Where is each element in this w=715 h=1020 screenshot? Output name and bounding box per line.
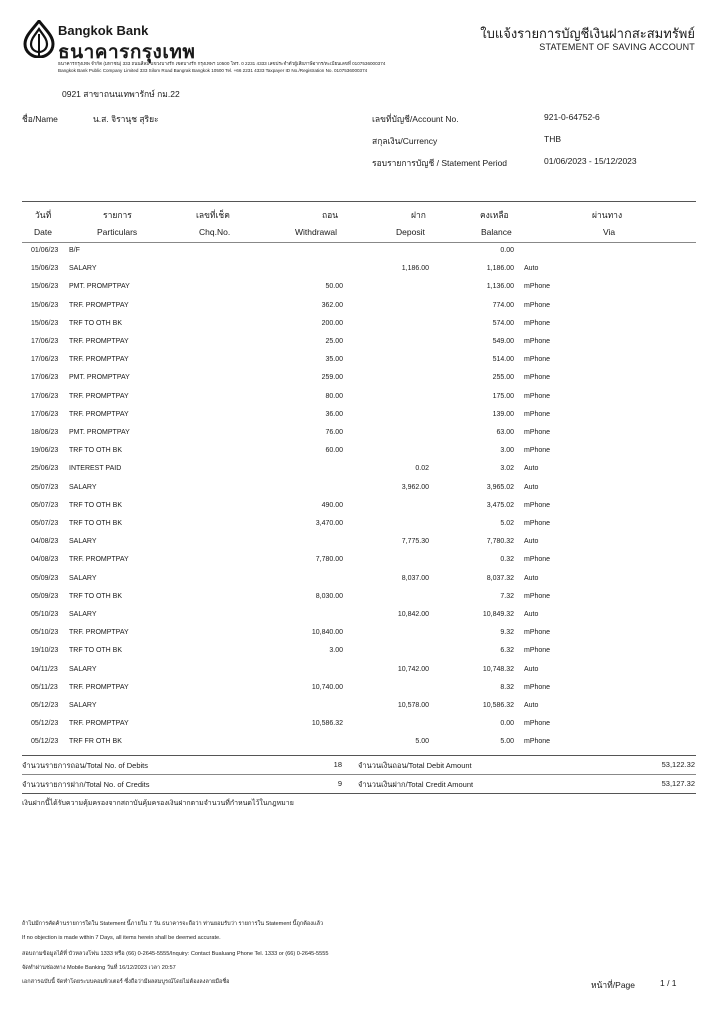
row-deposit: 7,775.30	[401, 538, 429, 546]
bank-name-th: ธนาคารกรุงเทพ	[58, 42, 196, 63]
table-row	[0, 502, 715, 520]
bank-address-th: ธนาคารกรุงเทพ จำกัด (มหาชน) 333 ถนนสีลม แขวงบางรัก เขตบางรัก กรุงเทพฯ 10500 โทร. 0 2231 4333 เลขประจำตัวผู้เสียภาษีอากร/ทะเบียนเลขที่ 0107536000374	[58, 61, 386, 66]
table-row	[0, 520, 715, 538]
row-date: 05/07/23	[31, 483, 59, 491]
row-date: 05/11/23	[31, 683, 58, 691]
row-withdrawal: 60.00	[325, 447, 343, 455]
row-deposit: 1,186.00	[401, 265, 429, 273]
row-via: Auto	[524, 574, 539, 582]
table-header-rule	[22, 242, 696, 243]
table-row	[0, 411, 715, 429]
account-no-label: เลขที่บัญชี/Account No.	[372, 114, 459, 124]
footer-inquiry: สอบถามข้อมูลได้ที่ บัวหลวงโฟน 1333 หรือ (66) 0-2645-5555/Inquiry: Contact Bualuang Phone Tel. 1333 or (66) 0-2645-5555	[22, 951, 329, 957]
row-date: 04/08/23	[31, 556, 59, 564]
row-balance: 5.00	[500, 738, 514, 746]
row-via: mPhone	[524, 429, 551, 436]
total-credit-amount: 53,127.32	[661, 779, 695, 788]
row-via: mPhone	[524, 410, 551, 418]
row-via: mPhone	[524, 319, 551, 327]
bank-address-en: Bangkok Bank Public Company Limited 333 Silom Road Bangrak Bangkok 10500 Tel. +66 2231 4333 Taxpayer ID No./Registration No. 0107536000374	[58, 68, 368, 73]
footer-computer-generated: เอกสารฉบับนี้ จัดทำโดยระบบคอมพิวเตอร์ ซึ่งถือว่ามีผลสมบูรณ์โดยไม่ต้องลงลายมือชื่อ	[22, 979, 230, 985]
table-row	[0, 393, 715, 411]
col-withdrawal-th: ถอน	[322, 210, 339, 220]
table-row	[0, 629, 715, 647]
row-particulars: SALARY	[69, 702, 97, 709]
row-particulars: TRF. PROMPTPAY	[69, 392, 129, 400]
row-withdrawal: 36.00	[325, 410, 343, 418]
table-bottom-rule	[22, 755, 696, 756]
table-row	[0, 575, 715, 593]
table-row	[0, 538, 715, 556]
total-credit-amount-label: จำนวนเงินฝาก/Total Credit Amount	[358, 780, 474, 789]
table-row	[0, 684, 715, 702]
row-via: mPhone	[524, 338, 551, 345]
row-via: mPhone	[524, 556, 551, 564]
row-balance: 774.00	[492, 301, 514, 309]
row-withdrawal: 7,780.00	[315, 556, 343, 564]
row-withdrawal: 8,030.00	[315, 592, 343, 600]
period-label: รอบรายการบัญชี / Statement Period	[372, 158, 508, 168]
col-deposit-en: Deposit	[396, 227, 425, 237]
row-balance: 549.00	[492, 338, 514, 345]
row-particulars: INTEREST PAID	[69, 465, 122, 473]
table-row	[0, 465, 715, 483]
row-balance: 63.00	[496, 429, 514, 436]
table-row	[0, 593, 715, 611]
row-via: mPhone	[524, 374, 551, 382]
row-balance: 255.00	[492, 374, 514, 382]
row-withdrawal: 10,740.00	[311, 683, 343, 691]
row-particulars: TRF. PROMPTPAY	[69, 301, 129, 309]
row-date: 17/06/23	[31, 374, 59, 382]
row-via: mPhone	[524, 520, 551, 527]
row-particulars: PMT. PROMPTPAY	[69, 374, 130, 382]
row-withdrawal: 10,586.32	[311, 720, 343, 728]
statement-title-th: ใบแจ้งรายการบัญชีเงินฝากสะสมทรัพย์	[480, 26, 695, 41]
row-via: mPhone	[524, 647, 551, 655]
row-date: 19/06/23	[31, 447, 59, 455]
row-via: Auto	[524, 702, 539, 709]
deposit-protection-note: เงินฝากนี้ได้รับความคุ้มครองจากสถาบันคุ้มครองเงินฝากตามจำนวนที่กำหนดไว้ในกฎหมาย	[22, 800, 294, 807]
row-particulars: TRF TO OTH BK	[69, 520, 123, 527]
col-withdrawal-en: Withdrawal	[295, 227, 338, 237]
table-row	[0, 374, 715, 392]
row-via: Auto	[524, 538, 539, 546]
row-balance: 514.00	[492, 356, 514, 364]
row-date: 15/06/23	[31, 283, 59, 291]
col-balance-en: Balance	[481, 227, 512, 237]
total-credits-label: จำนวนรายการฝาก/Total No. of Credits	[22, 780, 150, 789]
row-date: 15/06/23	[31, 301, 59, 309]
table-row	[0, 283, 715, 301]
row-balance: 574.00	[492, 319, 514, 327]
table-row	[0, 320, 715, 338]
row-date: 05/09/23	[31, 574, 59, 582]
row-withdrawal: 362.00	[321, 301, 343, 309]
row-balance: 7.32	[500, 592, 514, 600]
row-date: 17/06/23	[31, 338, 59, 345]
row-withdrawal: 35.00	[325, 356, 343, 364]
row-balance: 0.00	[500, 720, 514, 728]
col-particulars-th: รายการ	[103, 210, 132, 220]
row-via: mPhone	[524, 301, 551, 309]
bangkok-bank-logo-icon	[22, 20, 56, 58]
row-particulars: TRF. PROMPTPAY	[69, 720, 129, 728]
row-deposit: 10,578.00	[397, 702, 429, 709]
row-balance: 9.32	[500, 629, 514, 637]
row-particulars: TRF TO OTH BK	[69, 447, 123, 455]
row-withdrawal: 50.00	[325, 283, 343, 291]
period-value: 01/06/2023 - 15/12/2023	[544, 156, 637, 166]
row-via: mPhone	[524, 447, 551, 455]
row-date: 05/07/23	[31, 520, 59, 527]
table-row	[0, 611, 715, 629]
row-withdrawal: 259.00	[321, 374, 343, 382]
row-particulars: TRF. PROMPTPAY	[69, 338, 129, 345]
row-balance: 0.32	[500, 556, 514, 564]
row-withdrawal: 25.00	[325, 338, 343, 345]
row-particulars: TRF. PROMPTPAY	[69, 356, 129, 364]
row-date: 25/06/23	[31, 465, 59, 473]
row-balance: 10,586.32	[482, 702, 514, 709]
row-withdrawal: 490.00	[321, 501, 343, 509]
row-date: 18/06/23	[31, 429, 59, 436]
col-deposit-th: ฝาก	[411, 210, 426, 220]
row-balance: 5.02	[500, 520, 514, 527]
page-label: หน้าที่/Page	[591, 980, 636, 990]
row-via: Auto	[524, 611, 539, 618]
row-balance: 3,475.02	[486, 501, 514, 509]
footer-objection-en: If no objection is made within 7 Days, all items herein shall be deemed accurate.	[22, 935, 221, 941]
row-deposit: 10,842.00	[397, 611, 429, 618]
row-particulars: SALARY	[69, 538, 97, 546]
row-withdrawal: 200.00	[321, 319, 343, 327]
currency-label: สกุลเงิน/Currency	[372, 136, 438, 146]
row-balance: 175.00	[492, 392, 514, 400]
row-balance: 3.02	[500, 465, 514, 473]
currency-value: THB	[544, 134, 561, 144]
col-balance-th: คงเหลือ	[480, 210, 509, 220]
row-balance: 1,136.00	[486, 283, 514, 291]
table-row	[0, 338, 715, 356]
total-debit-amount: 53,122.32	[661, 760, 695, 769]
table-row	[0, 302, 715, 320]
row-balance: 10,849.32	[482, 611, 514, 618]
row-withdrawal: 10,840.00	[311, 629, 343, 637]
summary-mid-rule	[22, 774, 696, 775]
row-balance: 10,748.32	[482, 665, 514, 673]
row-via: Auto	[524, 265, 539, 273]
total-debit-amount-label: จำนวนเงินถอน/Total Debit Amount	[358, 761, 472, 770]
row-withdrawal: 3,470.00	[315, 520, 343, 527]
row-via: mPhone	[524, 738, 551, 746]
table-row	[0, 356, 715, 374]
row-balance: 8.32	[500, 683, 514, 691]
row-balance: 139.00	[492, 410, 514, 418]
table-row	[0, 647, 715, 665]
row-date: 17/06/23	[31, 410, 59, 418]
row-particulars: SALARY	[69, 574, 97, 582]
row-particulars: TRF TO OTH BK	[69, 647, 123, 655]
total-debits-label: จำนวนรายการถอน/Total No. of Debits	[22, 761, 149, 770]
row-particulars: B/F	[69, 247, 80, 254]
col-chq-en: Chq.No.	[199, 227, 231, 237]
table-row	[0, 265, 715, 283]
page-number: 1 / 1	[660, 978, 677, 988]
row-deposit: 8,037.00	[401, 574, 429, 582]
row-via: mPhone	[524, 629, 551, 637]
row-withdrawal: 3.00	[329, 647, 343, 655]
total-credits-count: 9	[337, 779, 342, 788]
row-date: 05/09/23	[31, 592, 59, 600]
table-row	[0, 702, 715, 720]
row-date: 19/10/23	[31, 647, 59, 655]
row-deposit: 10,742.00	[397, 665, 429, 673]
row-balance: 3.00	[500, 447, 514, 455]
row-deposit: 3,962.00	[401, 483, 429, 491]
table-top-rule	[22, 201, 696, 202]
row-date: 05/07/23	[31, 501, 59, 509]
table-row	[0, 247, 715, 265]
col-date-en: Date	[34, 227, 52, 237]
row-date: 05/12/23	[31, 702, 59, 709]
row-via: Auto	[524, 665, 539, 673]
row-particulars: PMT. PROMPTPAY	[69, 283, 130, 291]
row-balance: 7,780.32	[486, 538, 514, 546]
col-via-th: ผ่านทาง	[592, 210, 623, 220]
branch-name: 0921 สาขาถนนเทพารักษ์ กม.22	[62, 89, 180, 99]
row-date: 04/08/23	[31, 538, 59, 546]
row-via: mPhone	[524, 683, 551, 691]
row-deposit: 5.00	[415, 738, 429, 746]
row-particulars: TRF. PROMPTPAY	[69, 556, 129, 564]
summary-bottom-rule	[22, 793, 696, 794]
col-date-th: วันที่	[35, 210, 52, 220]
col-particulars-en: Particulars	[97, 227, 138, 237]
statement-title-en: STATEMENT OF SAVING ACCOUNT	[539, 42, 695, 52]
table-row	[0, 666, 715, 684]
row-via: mPhone	[524, 592, 551, 600]
row-via: Auto	[524, 483, 539, 491]
row-deposit: 0.02	[415, 465, 429, 473]
row-particulars: PMT. PROMPTPAY	[69, 429, 130, 436]
row-particulars: TRF. PROMPTPAY	[69, 410, 129, 418]
row-via: mPhone	[524, 356, 551, 364]
row-particulars: TRF TO OTH BK	[69, 501, 123, 509]
name-value: น.ส. จิรานุช สุริยะ	[93, 114, 159, 124]
account-no-value: 921-0-64752-6	[544, 112, 600, 122]
col-chq-th: เลขที่เช็ค	[196, 210, 230, 220]
bank-name-en: Bangkok Bank	[58, 23, 149, 38]
row-date: 05/10/23	[31, 629, 59, 637]
row-via: Auto	[524, 465, 539, 473]
row-withdrawal: 76.00	[325, 429, 343, 436]
total-debits-count: 18	[333, 760, 342, 769]
footer-generated: จัดทำผ่านช่องทาง Mobile Banking วันที่ 16/12/2023 เวลา 20:57	[22, 965, 176, 971]
table-row	[0, 484, 715, 502]
row-balance: 3,965.02	[486, 483, 514, 491]
row-balance: 0.00	[500, 247, 514, 254]
row-particulars: SALARY	[69, 611, 97, 618]
row-date: 04/11/23	[31, 665, 58, 673]
row-date: 05/12/23	[31, 738, 59, 746]
row-date: 15/06/23	[31, 265, 59, 273]
row-particulars: SALARY	[69, 483, 97, 491]
row-via: mPhone	[524, 392, 551, 400]
row-particulars: TRF. PROMPTPAY	[69, 683, 129, 691]
table-row	[0, 429, 715, 447]
row-date: 15/06/23	[31, 319, 59, 327]
row-via: mPhone	[524, 720, 551, 728]
row-date: 01/06/23	[31, 247, 59, 254]
row-date: 05/12/23	[31, 720, 59, 728]
row-particulars: TRF TO OTH BK	[69, 319, 123, 327]
table-row	[0, 738, 715, 756]
row-via: mPhone	[524, 501, 551, 509]
table-row	[0, 556, 715, 574]
row-particulars: TRF TO OTH BK	[69, 592, 123, 600]
col-via-en: Via	[603, 227, 616, 237]
row-particulars: TRF. PROMPTPAY	[69, 629, 129, 637]
row-date: 17/06/23	[31, 392, 59, 400]
table-row	[0, 720, 715, 738]
name-label: ชื่อ/Name	[22, 114, 58, 124]
row-withdrawal: 80.00	[325, 392, 343, 400]
row-date: 05/10/23	[31, 611, 59, 618]
row-date: 17/06/23	[31, 356, 59, 364]
row-via: mPhone	[524, 283, 551, 291]
row-particulars: SALARY	[69, 665, 97, 673]
row-balance: 8,037.32	[486, 574, 514, 582]
row-balance: 1,186.00	[486, 265, 514, 273]
table-row	[0, 447, 715, 465]
row-particulars: TRF FR OTH BK	[69, 738, 122, 746]
footer-objection-th: ถ้าไม่มีการคัดค้านรายการใดใน Statement นี้ภายใน 7 วัน ธนาคารจะถือว่า ท่านยอมรับว่า รายการใน Statement นี้ถูกต้องแล้ว	[22, 921, 324, 927]
row-balance: 6.32	[500, 647, 514, 655]
row-particulars: SALARY	[69, 265, 97, 273]
